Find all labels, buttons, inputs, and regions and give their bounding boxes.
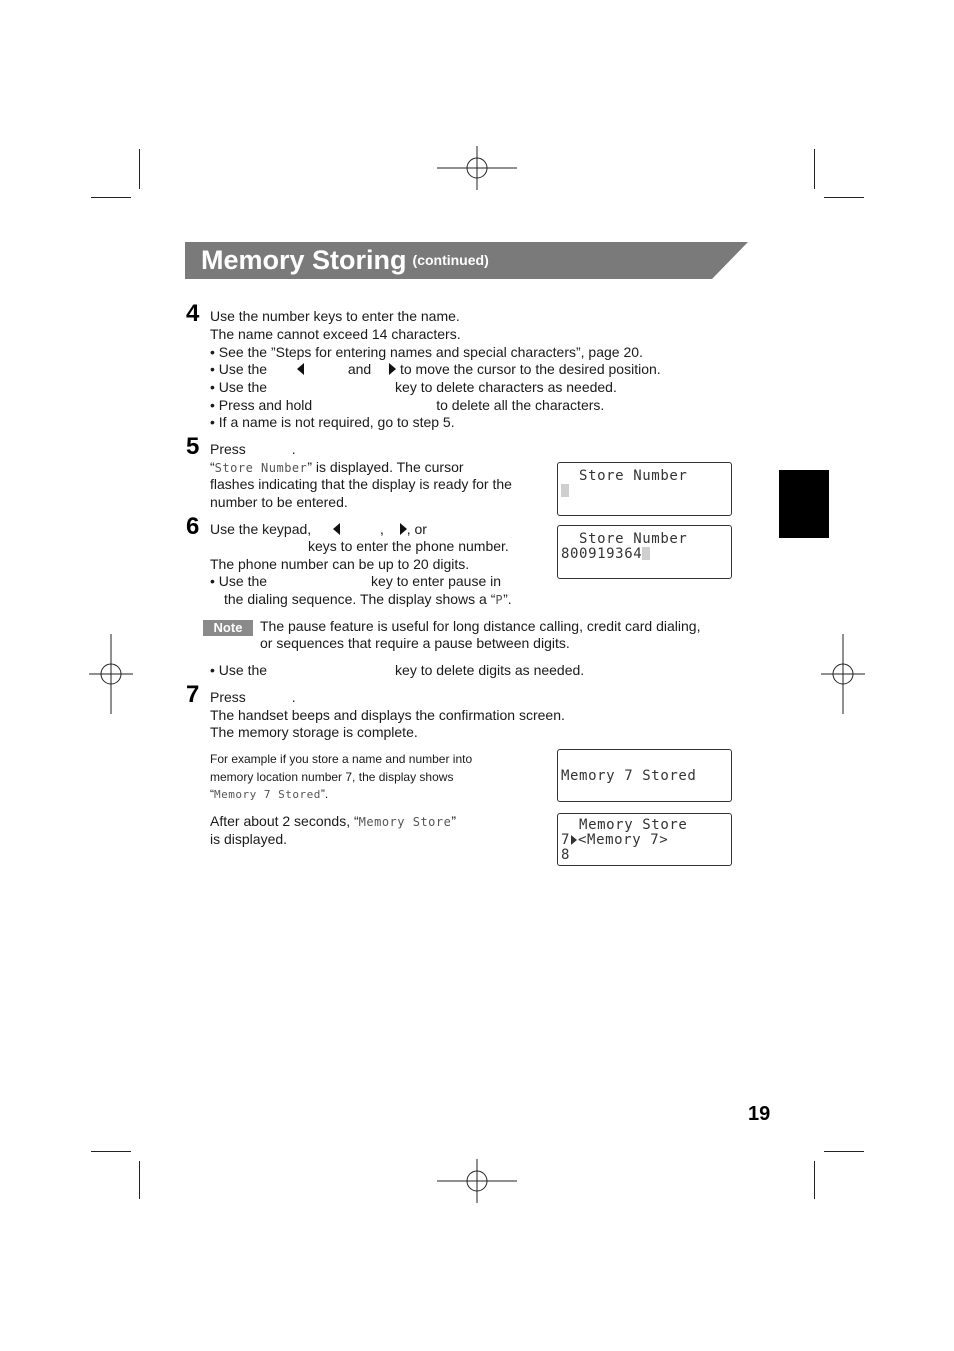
right-arrow-icon xyxy=(400,523,407,535)
bullet-text: key to enter pause in xyxy=(371,573,502,589)
quote-open: “ xyxy=(210,459,215,475)
bullet-text: • Press and hold xyxy=(210,397,313,413)
registration-mark-icon xyxy=(437,1141,517,1221)
bullet-item xyxy=(210,361,661,378)
crop-mark xyxy=(139,1161,140,1199)
bullet-text: key to delete characters as needed. xyxy=(395,379,617,395)
lcd-row xyxy=(561,832,668,848)
step-text: number to be entered. xyxy=(210,494,348,510)
step-text: The name cannot exceed 14 characters. xyxy=(210,326,461,342)
example-text xyxy=(210,786,328,803)
lcd-inline-text: Memory Store xyxy=(358,815,452,829)
step-text-part: ” is displayed. The cursor xyxy=(307,459,464,475)
step-text-part: Use the keypad, xyxy=(210,521,312,537)
step-text xyxy=(210,441,296,458)
pointer-icon xyxy=(571,835,577,845)
lcd-row: Store Number xyxy=(561,531,688,547)
bullet-item xyxy=(210,662,584,679)
step-text xyxy=(210,459,464,477)
page-subtitle: (continued) xyxy=(412,252,489,268)
registration-mark-icon xyxy=(437,128,517,208)
bullet-text: key to delete digits as needed. xyxy=(395,662,585,678)
crop-mark xyxy=(91,1151,131,1152)
lcd-row: Store Number xyxy=(561,468,688,484)
crop-mark xyxy=(824,1151,864,1152)
step-text-part: , xyxy=(379,521,384,537)
lcd-row xyxy=(561,483,569,499)
step-number: 4 xyxy=(186,300,200,327)
bullet-text: the dialing sequence. The display shows a “ xyxy=(224,591,496,607)
example-text: memory location number 7, the display shows xyxy=(210,770,454,784)
bullet-text: and xyxy=(347,361,372,377)
lcd-inline-text: Memory 7 Stored xyxy=(214,788,321,801)
step-text: The handset beeps and displays the confirmation screen. xyxy=(210,707,565,723)
lcd-row: 8 xyxy=(561,847,571,863)
section-banner xyxy=(185,242,748,279)
lcd-inline-text: Store Number xyxy=(214,461,308,475)
step-text-part: ” xyxy=(451,813,457,829)
right-arrow-icon xyxy=(389,363,396,375)
bullet-text: • Use the xyxy=(210,662,268,678)
step-text xyxy=(210,521,427,538)
step-text-part: . xyxy=(291,441,296,457)
step-text-part: , or xyxy=(406,521,427,537)
step-text: The phone number can be up to 20 digits. xyxy=(210,556,470,572)
quote-close: ”. xyxy=(320,787,329,801)
bullet-text: to move the cursor to the desired position. xyxy=(399,361,661,377)
lcd-inline-text: P xyxy=(495,593,504,607)
quote-open: “ xyxy=(210,787,214,801)
page-title xyxy=(201,244,489,277)
note-text: or sequences that require a pause between digits. xyxy=(260,635,570,651)
page-title-text: Memory Storing xyxy=(201,245,407,275)
cursor-icon xyxy=(642,547,650,560)
step-text-part: . xyxy=(291,689,296,705)
lcd-text: <Memory 7> xyxy=(578,832,669,848)
cursor-icon xyxy=(561,484,569,497)
lcd-display xyxy=(557,525,732,579)
crop-mark xyxy=(814,1161,815,1199)
step-text: is displayed. xyxy=(210,831,288,847)
step-text: The memory storage is complete. xyxy=(210,724,418,740)
page-number: 19 xyxy=(748,1103,771,1125)
lcd-row: Memory Store xyxy=(561,817,688,833)
bullet-text: • Use the xyxy=(210,573,268,589)
bullet-text: • Use the xyxy=(210,379,268,395)
bullet-item xyxy=(224,591,512,609)
note-badge: Note xyxy=(203,620,253,636)
step-text: keys to enter the phone number. xyxy=(308,538,509,554)
lcd-row: Memory 7 Stored xyxy=(561,768,697,784)
crop-mark xyxy=(814,149,815,189)
lcd-display xyxy=(557,813,732,866)
bullet-text: ”. xyxy=(503,591,512,607)
step-number: 7 xyxy=(186,681,200,708)
bullet-item xyxy=(210,573,501,590)
crop-mark xyxy=(139,149,140,189)
lcd-display xyxy=(557,749,732,802)
bullet-item xyxy=(210,379,617,396)
bullet-item: • See the ”Steps for entering names and special characters”, page 20. xyxy=(210,344,643,360)
lcd-display xyxy=(557,462,732,516)
bullet-item: • If a name is not required, go to step 5. xyxy=(210,414,455,430)
step-text xyxy=(210,689,296,706)
lcd-row xyxy=(561,546,650,562)
left-arrow-icon xyxy=(333,523,340,535)
step-text-part: After about 2 seconds, “ xyxy=(210,813,359,829)
step-text: flashes indicating that the display is ready for the xyxy=(210,476,512,492)
bullet-text: to delete all the characters. xyxy=(436,397,605,413)
section-tab xyxy=(779,470,829,538)
step-text-part: Press xyxy=(210,441,246,457)
step-text xyxy=(210,813,456,831)
lcd-number: 800919364 xyxy=(561,546,643,562)
left-arrow-icon xyxy=(297,363,304,375)
example-text: For example if you store a name and number into xyxy=(210,752,473,766)
step-number: 6 xyxy=(186,513,200,540)
bullet-item xyxy=(210,397,604,414)
lcd-text: 7 xyxy=(561,832,571,848)
step-number: 5 xyxy=(186,433,200,460)
crop-mark xyxy=(91,197,131,198)
step-text: Use the number keys to enter the name. xyxy=(210,308,460,324)
bullet-text: • Use the xyxy=(210,361,268,377)
crop-mark xyxy=(824,197,864,198)
step-text-part: Press xyxy=(210,689,246,705)
registration-mark-icon xyxy=(803,634,883,714)
registration-mark-icon xyxy=(71,634,151,714)
note-text: The pause feature is useful for long distance calling, credit card dialing, xyxy=(260,618,701,634)
